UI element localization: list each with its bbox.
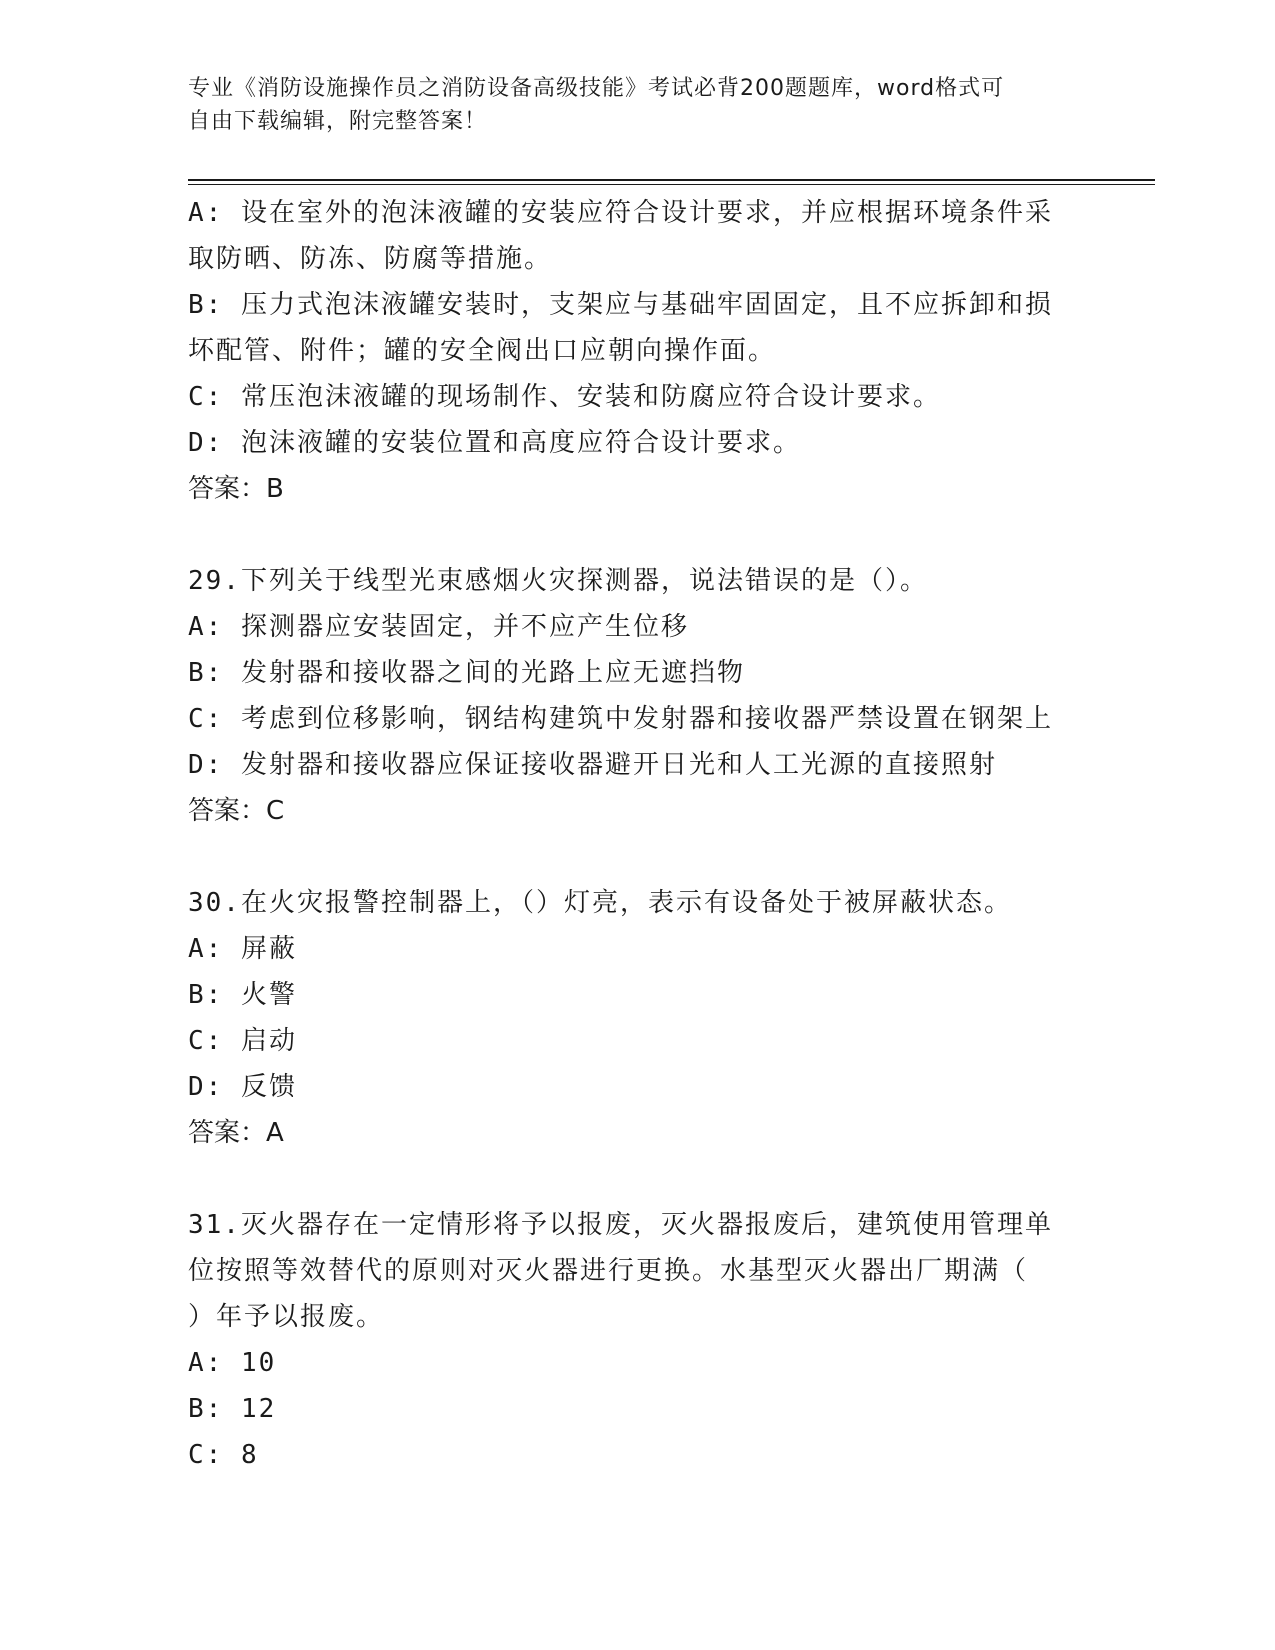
q29-option-b: B: 发射器和接收器之间的光路上应无遮挡物: [188, 658, 745, 688]
q28-option-c: C: 常压泡沫液罐的现场制作、安装和防腐应符合设计要求。: [188, 382, 941, 412]
q29-answer: 答案：C: [188, 796, 285, 826]
q28-answer: 答案：B: [188, 474, 284, 504]
q29-question: 29.下列关于线型光束感烟火灾探测器，说法错误的是（）。: [188, 566, 928, 596]
q30-option-a: A: 屏蔽: [188, 934, 297, 964]
q28-option-a-line-1: A: 设在室外的泡沫液罐的安装应符合设计要求，并应根据环境条件采: [188, 198, 1053, 228]
question-content: [188, 190, 1088, 1478]
q28-option-d: D: 泡沫液罐的安装位置和高度应符合设计要求。: [188, 428, 801, 458]
header-line-1: 专业《消防设施操作员之消防设备高级技能》考试必背200题题库，word格式可: [188, 76, 1005, 101]
q31-option-b: B: 12: [188, 1394, 277, 1424]
spacer: [188, 512, 1088, 558]
q31-option-a: A: 10: [188, 1348, 277, 1378]
header-rule-thin: [188, 184, 1155, 185]
document-header: [188, 72, 1088, 138]
q28-option-a-line-2: 取防晒、防冻、防腐等措施。: [188, 244, 553, 274]
q30-question: 30.在火灾报警控制器上，（）灯亮，表示有设备处于被屏蔽状态。: [188, 888, 1012, 918]
q30-option-d: D: 反馈: [188, 1072, 297, 1102]
question-31-block: [188, 1202, 1088, 1478]
q31-question-line-2: 位按照等效替代的原则对灭火器进行更换。水基型灭火器出厂期满（: [188, 1256, 1029, 1286]
q31-question-line-1: 31.灭火器存在一定情形将予以报废，灭火器报废后，建筑使用管理单: [188, 1210, 1053, 1240]
spacer: [188, 1156, 1088, 1202]
q30-option-c: C: 启动: [188, 1026, 297, 1056]
question-28-block: [188, 190, 1088, 512]
q30-answer: 答案：A: [188, 1118, 284, 1148]
q28-option-b-line-2: 坏配管、附件；罐的安全阀出口应朝向操作面。: [188, 336, 777, 366]
q31-question-line-3: ）年予以报废。: [188, 1302, 385, 1332]
header-rule-thick: [188, 179, 1155, 181]
header-line-2: 自由下载编辑，附完整答案！: [188, 109, 488, 134]
q28-option-b-line-1: B: 压力式泡沫液罐安装时，支架应与基础牢固固定，且不应拆卸和损: [188, 290, 1053, 320]
spacer: [188, 834, 1088, 880]
question-29-block: [188, 558, 1088, 834]
q29-option-c: C: 考虑到位移影响，钢结构建筑中发射器和接收器严禁设置在钢架上: [188, 704, 1053, 734]
q30-option-b: B: 火警: [188, 980, 297, 1010]
q29-option-a: A: 探测器应安装固定，并不应产生位移: [188, 612, 689, 642]
q31-option-c: C: 8: [188, 1440, 259, 1470]
q29-option-d: D: 发射器和接收器应保证接收器避开日光和人工光源的直接照射: [188, 750, 997, 780]
question-30-block: [188, 880, 1088, 1156]
